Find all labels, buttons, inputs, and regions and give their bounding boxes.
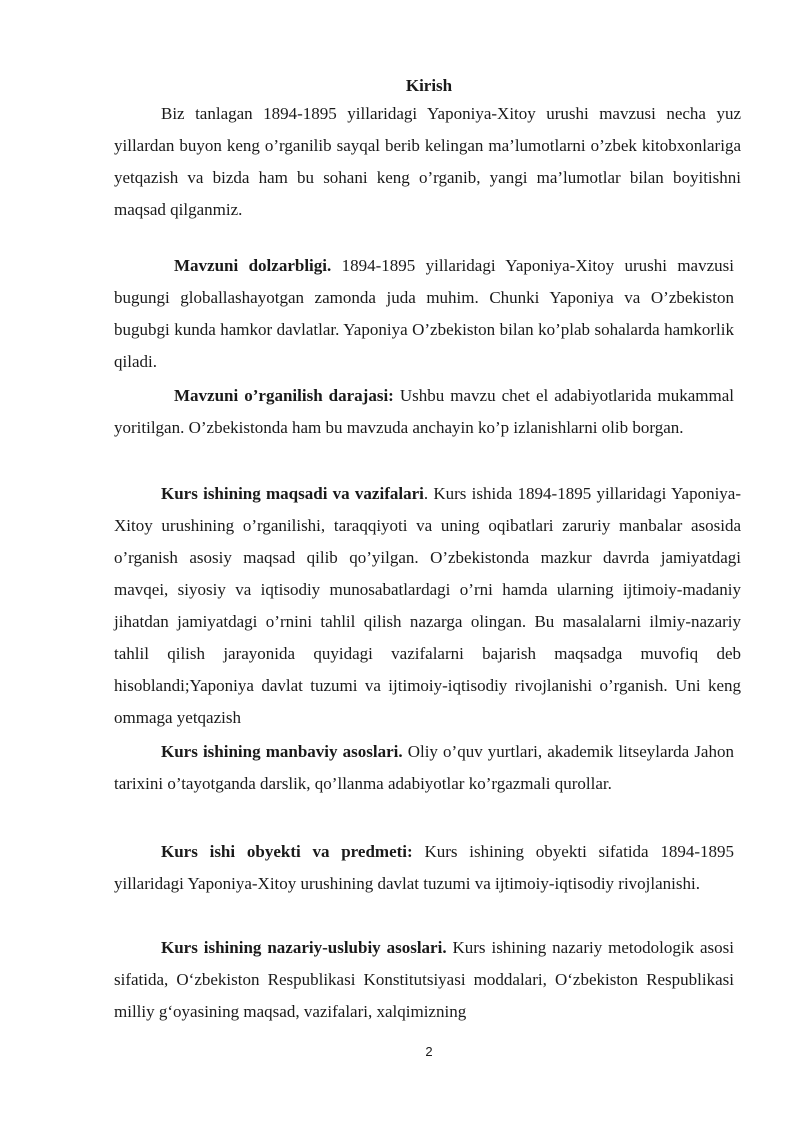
paragraph-text: Kurs ishining obyekti sifatida 1894-1895 yillaridagi Yaponiya-Xitoy urushining davlat tuzumi va ijtimoiy-iqtisodiy rivojlanishi. — [114, 842, 735, 893]
page-number: 2 — [425, 1044, 433, 1059]
study-level-paragraph — [114, 380, 734, 444]
intro-paragraph — [114, 98, 741, 226]
goals-paragraph — [114, 478, 741, 734]
relevance-paragraph — [114, 250, 734, 378]
paragraph-lead: Kurs ishi obyekti va predmeti: — [161, 842, 413, 861]
paragraph-lead: Kurs ishining maqsadi va vazifalari — [161, 484, 424, 503]
paragraph-text: Oliy o’quv yurtlari, akademik litseylarda Jahon tarixini o’tayotganda darslik, qo’llanma adabiyotlar ko’rgazmali qurollar. — [114, 742, 734, 793]
paragraph-lead: Kurs ishining manbaviy asoslari. — [161, 742, 403, 761]
paragraph-text: Biz tanlagan 1894-1895 yillaridagi Yaponiya-Xitoy urushi mavzusi necha yuz yillardan buyon keng o’rganilib sayqal berib kelingan ma’lumotlarni o’zbek kitobxonlariga yetqazish va bizda ham bu sohani keng o’rganib, yangi ma’lumotlar bilan boyitishni maqsad qilganmiz. — [114, 104, 741, 219]
paragraph-text: . Kurs ishida 1894-1895 yillaridagi Yaponiya-Xitoy urushining o’rganilishi, taraqqiyoti va uning oqibatlari zaruriy manbalar asosida o’rganish asosiy maqsad qilib qo’yilgan. O’zbekistonda mazkur davrda jamiyatdagi mavqei, siyosiy va iqtisodiy munosabatlardagi o’rni hamda ularning ijtimoiy-madaniy jihatdan jamiyatdagi o’rnini tahlil qilish nazarga olingan. Bu masalalarni ilmiy-nazariy tahlil qilish jarayonida quyidagi vazifalarni bajarish maqsadga muvofiq deb hisoblandi;Yaponiya davlat tuzumi va ijtimoiy-iqtisodiy rivojlanishi o’rganish. Uni keng ommaga yetqazish — [114, 484, 742, 727]
methodology-paragraph — [114, 932, 734, 1028]
paragraph-text: Ushbu mavzu chet el adabiyotlarida mukammal yoritilgan. O’zbekistonda ham bu mavzuda anchayin ko’p izlanishlarni olib borgan. — [114, 386, 734, 437]
paragraph-text: 1894-1895 yillaridagi Yaponiya-Xitoy urushi mavzusi bugungi globallashayotgan zamonda juda muhim. Chunki Yaponiya va O’zbekiston bugubgi kunda hamkor davlatlar. Yaponiya O’zbekiston bilan ko’plab sohalarda hamkorlik qiladi. — [114, 256, 734, 371]
sources-paragraph — [114, 736, 734, 800]
paragraph-text: Kurs ishining nazariy metodologik asosi sifatida, O‘zbekiston Respublikasi Konstitutsiyasi moddalari, O‘zbekiston Respublikasi milliy g‘oyasining maqsad, vazifalari, xalqimizning — [114, 938, 734, 1021]
paragraph-lead: Kurs ishining nazariy-uslubiy asoslari. — [161, 938, 447, 957]
object-paragraph — [114, 836, 734, 900]
section-title: Kirish — [405, 76, 453, 95]
paragraph-lead: Mavzuni o’rganilish darajasi: — [174, 386, 394, 405]
paragraph-lead: Mavzuni dolzarbligi. — [174, 256, 332, 275]
